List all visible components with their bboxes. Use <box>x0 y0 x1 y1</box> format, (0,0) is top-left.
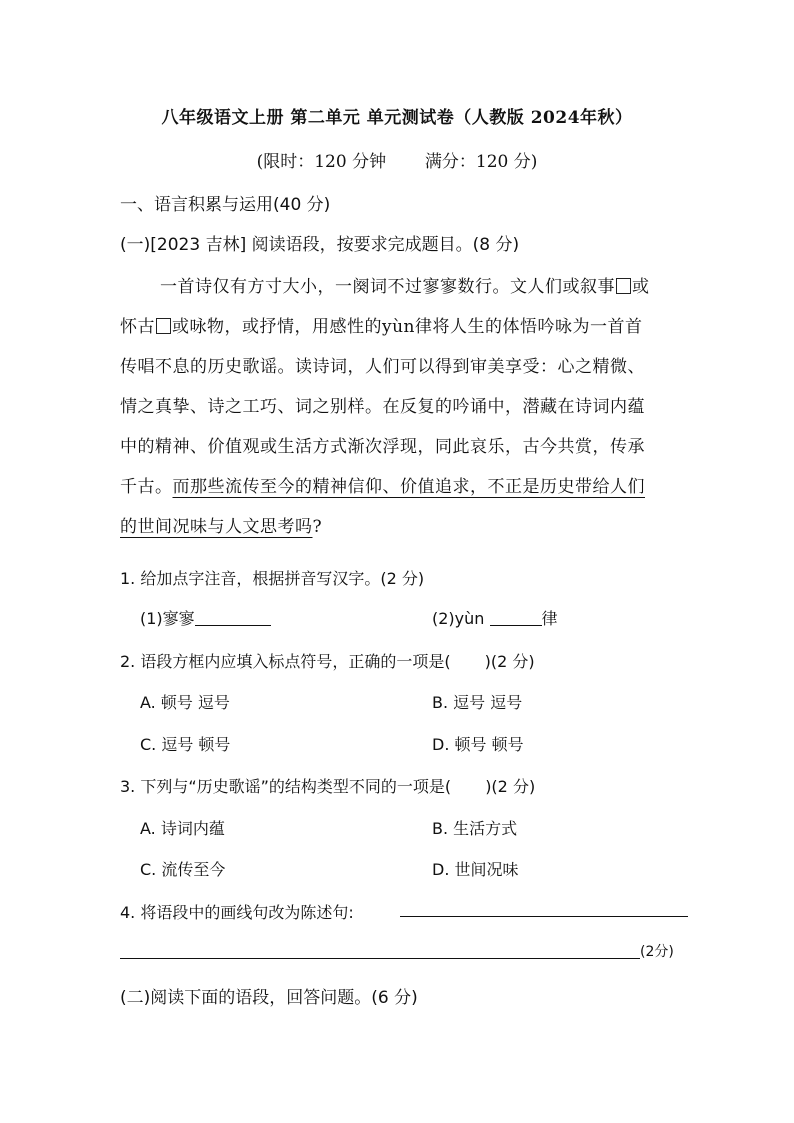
time-limit: (限时：120 分钟 <box>256 152 387 172</box>
blank-box <box>616 278 631 294</box>
question-1-stem: 1. 给加点字注音，根据拼音写汉字。(2 分) <box>120 569 425 588</box>
exam-title: 八年级语文上册 第二单元 单元测试卷（人教版 2024年秋） <box>161 108 633 128</box>
passage-line: 千古。而那些流传至今的精神信仰、价值追求，不正是历史带给人们 <box>120 477 645 497</box>
question-1-part-1: (1)寥寥 <box>140 606 271 629</box>
question-1-part-2: (2)yùn 律 <box>432 609 558 628</box>
blank-box <box>156 318 171 334</box>
passage-line: 中的精神、价值观或生活方式渐次浮现，同此哀乐，古今共赏，传承 <box>120 437 645 457</box>
option-d: D. 顿号 顿号 <box>432 735 524 754</box>
subsection-heading: (二)阅读下面的语段，回答问题。(6 分) <box>120 988 418 1008</box>
option-a: A. 诗词内蕴 <box>140 819 225 838</box>
option-d: D. 世间况味 <box>432 860 519 879</box>
answer-line[interactable] <box>400 916 688 917</box>
question-2-stem: 2. 语段方框内应填入标点符号，正确的一项是( )(2 分) <box>120 652 535 671</box>
question-4-stem: 4. 将语段中的画线句改为陈述句: <box>120 903 354 922</box>
option-c: C. 流传至今 <box>140 860 226 879</box>
question-3-stem: 3. 下列与“历史歌谣”的结构类型不同的一项是( )(2 分) <box>120 777 536 796</box>
full-score: 满分：120 分) <box>424 152 538 172</box>
passage-line: 传唱不息的历史歌谣。读诗词，人们可以得到审美享受：心之精微、 <box>120 357 645 377</box>
option-b: B. 逗号 逗号 <box>432 693 523 712</box>
option-c: C. 逗号 顿号 <box>140 735 231 754</box>
option-b: B. 生活方式 <box>432 819 518 838</box>
answer-blank[interactable] <box>195 625 271 626</box>
subsection-heading: (一)[2023 吉林] 阅读语段，按要求完成题目。(8 分) <box>120 235 520 255</box>
underlined-sentence: 的世间况味与人文思考吗 <box>120 517 313 537</box>
option-a: A. 顿号 逗号 <box>140 693 230 712</box>
underlined-sentence: 而那些流传至今的精神信仰、价值追求，不正是历史带给人们 <box>172 477 645 497</box>
passage-line: 一首诗仅有方寸大小，一阕词不过寥寥数行。文人们或叙事 或 <box>160 277 650 297</box>
passage-line: 怀古 或咏物，或抒情，用感性的yùn律将人生的体悟吟咏为一首首 <box>120 317 643 337</box>
passage-line: 的世间况味与人文思考吗? <box>120 517 323 537</box>
section-heading: 一、语言积累与运用(40 分) <box>120 195 331 215</box>
passage-line: 情之真挚、诗之工巧、词之别样。在反复的吟诵中，潜藏在诗词内蕴 <box>120 397 645 417</box>
answer-line[interactable] <box>120 958 640 959</box>
question-4-score: (2分) <box>640 944 674 960</box>
answer-blank[interactable] <box>490 625 542 626</box>
exam-limits <box>0 147 794 172</box>
